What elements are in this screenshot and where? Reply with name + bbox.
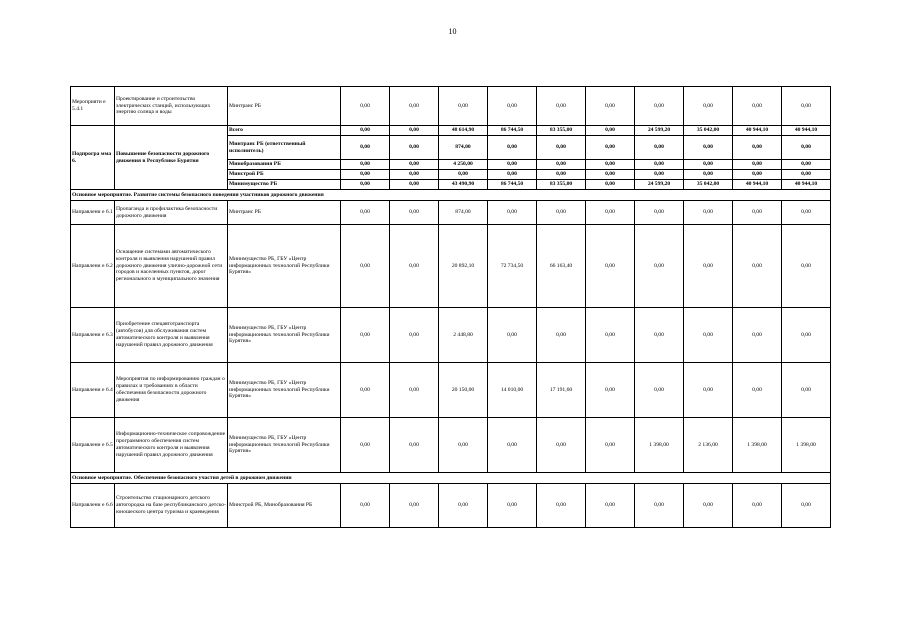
- value-cell: 0,00: [684, 363, 733, 418]
- value-cell: 66 163,40: [537, 225, 586, 308]
- value-cell: 0,00: [341, 180, 390, 190]
- value-cell: 2 136,00: [684, 418, 733, 473]
- section-heading: Основное мероприятие. Развитие системы безопасного поведения участников дорожного движения: [71, 190, 831, 201]
- value-cell: 0,00: [684, 308, 733, 363]
- value-cell: 0,00: [684, 225, 733, 308]
- value-cell: 0,00: [733, 136, 782, 160]
- value-cell: 0,00: [782, 363, 831, 418]
- value-cell: 0,00: [488, 418, 537, 473]
- value-cell: 0,00: [586, 180, 635, 190]
- budget-table: [70, 86, 831, 528]
- value-cell: 0,00: [390, 201, 439, 225]
- value-cell: 0,00: [586, 363, 635, 418]
- value-cell: 0,00: [586, 308, 635, 363]
- table-row: [71, 87, 831, 126]
- value-cell: 35 042,00: [684, 126, 733, 136]
- value-cell: 86 744,50: [488, 126, 537, 136]
- value-cell: 0,00: [341, 160, 390, 170]
- value-cell: 0,00: [635, 225, 684, 308]
- item-name: Мероприятия по информированию граждан о правилах и требованиях в области обеспечения безопасности дорожного движения: [115, 363, 228, 418]
- value-cell: 0,00: [390, 126, 439, 136]
- value-cell: 0,00: [439, 170, 488, 180]
- value-cell: 0,00: [537, 160, 586, 170]
- value-cell: 0,00: [586, 126, 635, 136]
- value-cell: 72 734,50: [488, 225, 537, 308]
- value-cell: 20 150,00: [439, 363, 488, 418]
- item-name: Приобретение спецавтотранспорта (автобусов) для обслуживания систем автоматического контроля и выявления нарушений правил дорожного движения: [115, 308, 228, 363]
- item-name: Оснащение системами автоматического контроля и выявления нарушений правил дорожного движения улично-дорожной сети городов и населенных пунктов, дорог регионального и муниципального значения: [115, 225, 228, 308]
- value-cell: 43 490,90: [439, 180, 488, 190]
- table-row: [71, 308, 831, 363]
- value-cell: 0,00: [488, 308, 537, 363]
- value-cell: 0,00: [782, 136, 831, 160]
- value-cell: 17 191,60: [537, 363, 586, 418]
- value-cell: 0,00: [733, 308, 782, 363]
- item-label: Мероприяти е 5.4.1: [71, 87, 115, 126]
- item-label: Направлени е 6.5: [71, 418, 115, 473]
- value-cell: 0,00: [733, 170, 782, 180]
- value-cell: 0,00: [537, 201, 586, 225]
- item-name: Пропаганда и профилактика безопасности дорожного движения: [115, 201, 228, 225]
- value-cell: 0,00: [733, 160, 782, 170]
- page-number: 10: [448, 27, 457, 36]
- value-cell: 20 892,10: [439, 225, 488, 308]
- value-cell: 0,00: [439, 484, 488, 528]
- value-cell: 0,00: [586, 225, 635, 308]
- value-cell: 35 042,00: [684, 180, 733, 190]
- value-cell: 0,00: [488, 136, 537, 160]
- value-cell: 2 448,80: [439, 308, 488, 363]
- value-cell: 0,00: [586, 201, 635, 225]
- table-row: [71, 484, 831, 528]
- value-cell: 0,00: [488, 170, 537, 180]
- executor-cell: Минимущество РБ, ГБУ «Центр информационных технологий Республики Бурятия»: [228, 225, 341, 308]
- item-label: Направлени е 6.2: [71, 225, 115, 308]
- value-cell: 0,00: [390, 225, 439, 308]
- item-label: Направлени е 6.6: [71, 484, 115, 528]
- value-cell: 83 355,00: [537, 126, 586, 136]
- item-name: Информационно-техническое сопровождение программного обеспечения систем автоматического контроля и выявления нарушений правил дорожного движения: [115, 418, 228, 473]
- item-label: Направлени е 6.3: [71, 308, 115, 363]
- executor-cell: Минтранс РБ (ответственный исполнитель): [228, 136, 341, 160]
- value-cell: 0,00: [390, 170, 439, 180]
- value-cell: 0,00: [439, 87, 488, 126]
- value-cell: 40 944,10: [733, 180, 782, 190]
- value-cell: 0,00: [635, 170, 684, 180]
- value-cell: 0,00: [488, 201, 537, 225]
- value-cell: 0,00: [341, 225, 390, 308]
- value-cell: 0,00: [782, 87, 831, 126]
- value-cell: 0,00: [537, 170, 586, 180]
- value-cell: 14 010,00: [488, 363, 537, 418]
- value-cell: 0,00: [733, 225, 782, 308]
- table-row: [71, 225, 831, 308]
- value-cell: 0,00: [782, 170, 831, 180]
- value-cell: 0,00: [537, 87, 586, 126]
- value-cell: 0,00: [341, 308, 390, 363]
- executor-cell: Минтранс РБ: [228, 87, 341, 126]
- value-cell: 24 599,20: [635, 126, 684, 136]
- value-cell: 0,00: [341, 136, 390, 160]
- executor-cell: Минобразования РБ: [228, 160, 341, 170]
- value-cell: 0,00: [390, 180, 439, 190]
- value-cell: 0,00: [684, 87, 733, 126]
- value-cell: 0,00: [733, 363, 782, 418]
- value-cell: 0,00: [684, 136, 733, 160]
- value-cell: 0,00: [341, 170, 390, 180]
- value-cell: 1 398,00: [733, 418, 782, 473]
- value-cell: 0,00: [635, 363, 684, 418]
- value-cell: 0,00: [733, 201, 782, 225]
- table-row: [71, 190, 831, 201]
- value-cell: 0,00: [537, 136, 586, 160]
- value-cell: 0,00: [684, 201, 733, 225]
- value-cell: 0,00: [733, 87, 782, 126]
- executor-cell: Минимущество РБ, ГБУ «Центр информационных технологий Республики Бурятия»: [228, 363, 341, 418]
- value-cell: 0,00: [537, 308, 586, 363]
- value-cell: 0,00: [635, 308, 684, 363]
- executor-cell: Минстрой РБ: [228, 170, 341, 180]
- value-cell: 0,00: [390, 308, 439, 363]
- value-cell: 0,00: [586, 170, 635, 180]
- executor-cell: Минимущество РБ, ГБУ «Центр информационных технологий Республики Бурятия»: [228, 418, 341, 473]
- value-cell: 0,00: [782, 484, 831, 528]
- value-cell: 874,00: [439, 201, 488, 225]
- table-row: [71, 201, 831, 225]
- executor-cell: Минтранс РБ: [228, 201, 341, 225]
- value-cell: 874,00: [439, 136, 488, 160]
- value-cell: 0,00: [341, 126, 390, 136]
- value-cell: 0,00: [488, 160, 537, 170]
- value-cell: 0,00: [390, 87, 439, 126]
- value-cell: 0,00: [537, 484, 586, 528]
- value-cell: 24 599,20: [635, 180, 684, 190]
- value-cell: 1 398,00: [635, 418, 684, 473]
- value-cell: 0,00: [341, 87, 390, 126]
- value-cell: 0,00: [635, 87, 684, 126]
- executor-cell: Минимущество РБ: [228, 180, 341, 190]
- value-cell: 0,00: [782, 160, 831, 170]
- value-cell: 0,00: [488, 87, 537, 126]
- table-row: [71, 418, 831, 473]
- program-label: Подпрогра мма 6.: [71, 126, 115, 190]
- value-cell: 0,00: [341, 418, 390, 473]
- value-cell: 0,00: [341, 201, 390, 225]
- value-cell: 0,00: [733, 484, 782, 528]
- executor-cell: Минстрой РБ, Минобразования РБ: [228, 484, 341, 528]
- value-cell: 40 944,10: [782, 180, 831, 190]
- value-cell: 0,00: [390, 484, 439, 528]
- value-cell: 0,00: [586, 87, 635, 126]
- value-cell: 0,00: [586, 418, 635, 473]
- executor-cell: Всего: [228, 126, 341, 136]
- value-cell: 1 398,00: [782, 418, 831, 473]
- value-cell: 0,00: [684, 160, 733, 170]
- value-cell: 0,00: [390, 136, 439, 160]
- value-cell: 40 944,10: [782, 126, 831, 136]
- item-name: Проектирование и строительство электрических станций, использующих энергию солнца и воды: [115, 87, 228, 126]
- item-label: Направлени е 6.4: [71, 363, 115, 418]
- value-cell: 4 250,00: [439, 160, 488, 170]
- value-cell: 0,00: [782, 308, 831, 363]
- value-cell: 0,00: [635, 484, 684, 528]
- value-cell: 0,00: [782, 201, 831, 225]
- value-cell: 0,00: [439, 418, 488, 473]
- value-cell: 0,00: [586, 136, 635, 160]
- value-cell: 0,00: [586, 160, 635, 170]
- value-cell: 0,00: [390, 418, 439, 473]
- value-cell: 0,00: [488, 484, 537, 528]
- value-cell: 0,00: [635, 160, 684, 170]
- value-cell: 0,00: [635, 201, 684, 225]
- item-label: Направлени е 6.1: [71, 201, 115, 225]
- value-cell: 0,00: [684, 170, 733, 180]
- section-heading: Основное мероприятие. Обеспечение безопасного участия детей в дорожном движении: [71, 473, 831, 484]
- value-cell: 0,00: [635, 136, 684, 160]
- value-cell: 83 355,00: [537, 180, 586, 190]
- value-cell: 48 614,90: [439, 126, 488, 136]
- value-cell: 86 744,50: [488, 180, 537, 190]
- value-cell: 0,00: [684, 484, 733, 528]
- value-cell: 0,00: [586, 484, 635, 528]
- table-row: [71, 126, 831, 136]
- table-row: [71, 473, 831, 484]
- value-cell: 0,00: [390, 363, 439, 418]
- executor-cell: Минимущество РБ, ГБУ «Центр информационных технологий Республики Бурятия»: [228, 308, 341, 363]
- item-name: Строительство стационарного детского автогородка на базе республиканского детско-юношеского центра туризма и краеведения: [115, 484, 228, 528]
- value-cell: 40 944,10: [733, 126, 782, 136]
- table-row: [71, 363, 831, 418]
- program-name: Повышение безопасности дорожного движения в Республике Бурятия: [115, 126, 228, 190]
- value-cell: 0,00: [782, 225, 831, 308]
- value-cell: 0,00: [341, 363, 390, 418]
- value-cell: 0,00: [390, 160, 439, 170]
- value-cell: 0,00: [537, 418, 586, 473]
- value-cell: 0,00: [341, 484, 390, 528]
